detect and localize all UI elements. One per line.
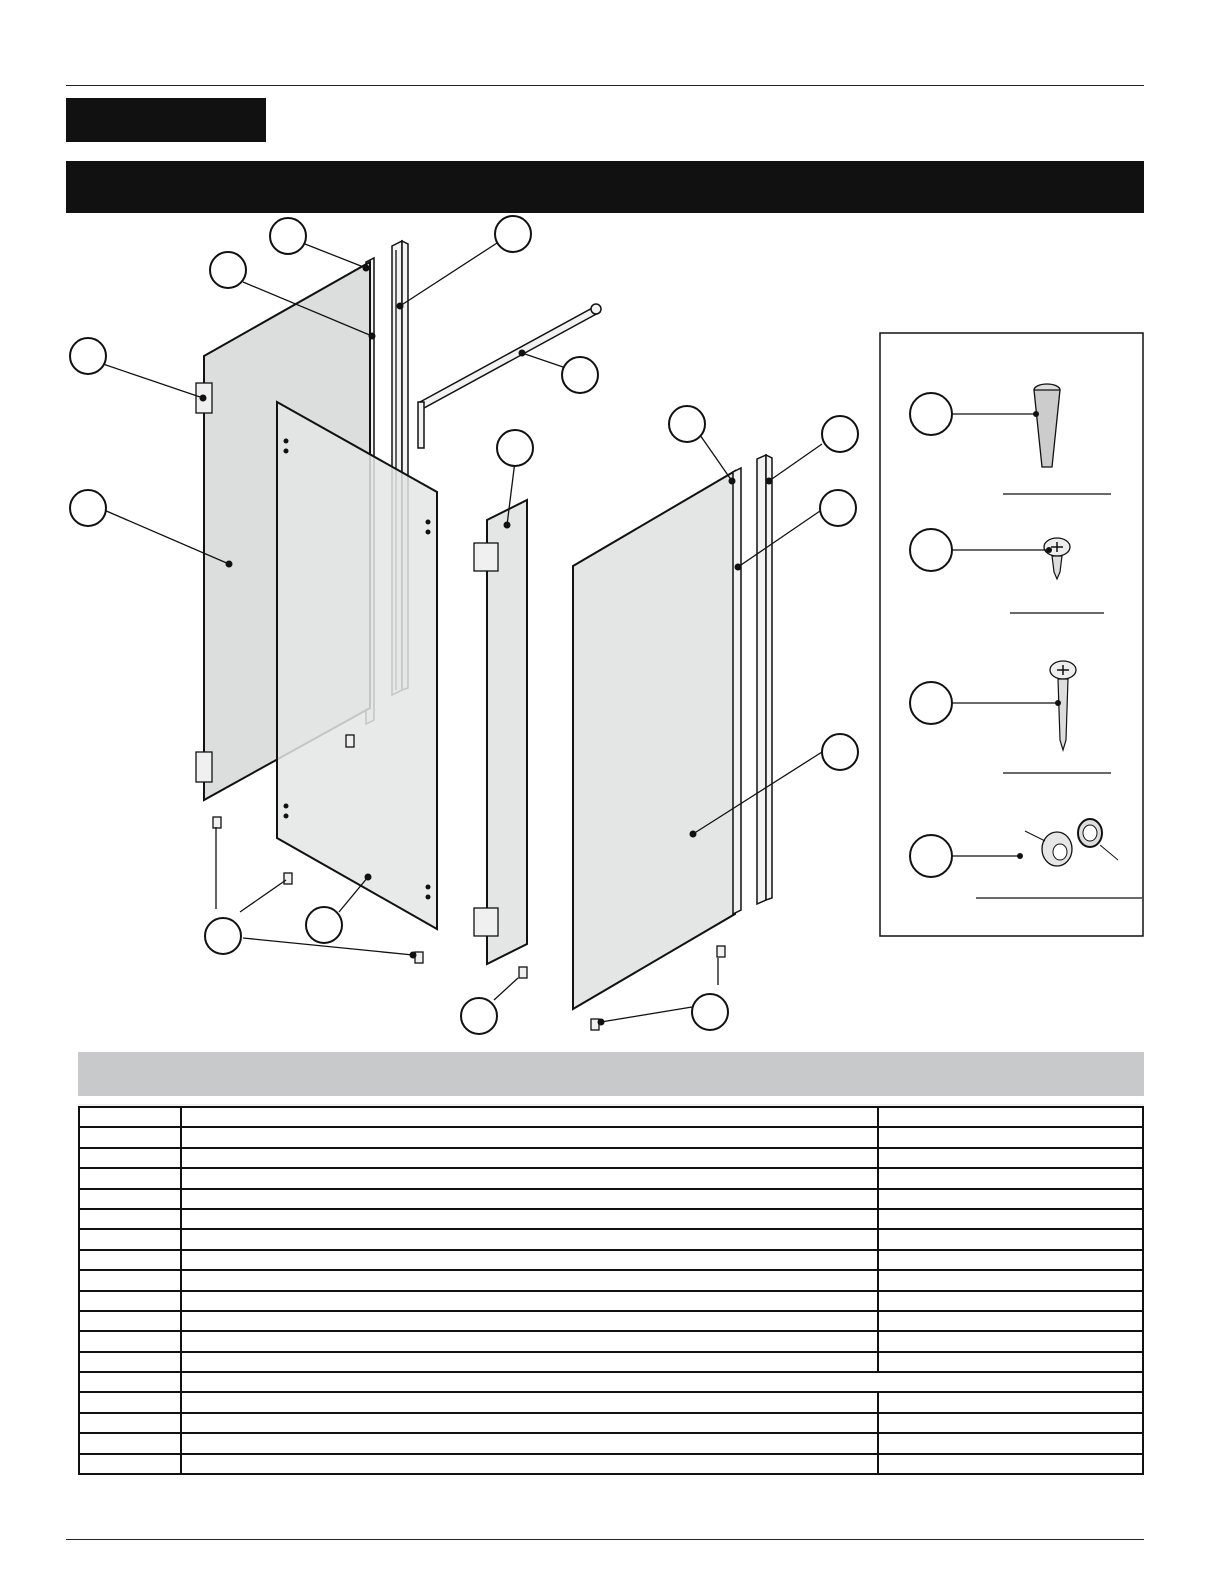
table-cell — [878, 1250, 1143, 1270]
table-cell — [79, 1331, 181, 1351]
table-cell — [878, 1331, 1143, 1351]
callout-bubble — [495, 216, 531, 252]
table-cell — [878, 1291, 1143, 1311]
table-cell — [878, 1413, 1143, 1433]
table-cell — [79, 1291, 181, 1311]
table-cell — [181, 1250, 878, 1270]
table-cell — [79, 1413, 181, 1433]
table-cell — [79, 1107, 181, 1127]
table-cell — [181, 1148, 878, 1168]
table-cell — [878, 1107, 1143, 1127]
table-header-band — [78, 1052, 1144, 1096]
table-row — [79, 1209, 1143, 1229]
table-row — [79, 1127, 1143, 1147]
seal-strip-right — [733, 468, 741, 914]
table-cell — [79, 1148, 181, 1168]
table-row — [79, 1148, 1143, 1168]
table-row — [79, 1291, 1143, 1311]
callout-bubble — [306, 907, 342, 943]
callout-bubble — [822, 734, 858, 770]
table-cell — [79, 1168, 181, 1188]
table-cell — [79, 1352, 181, 1372]
callout-bubble — [461, 998, 497, 1034]
table-row — [79, 1229, 1143, 1249]
table-cell — [181, 1127, 878, 1147]
table-row — [79, 1250, 1143, 1270]
table-row — [79, 1454, 1143, 1474]
table-row — [79, 1107, 1143, 1127]
table-cell — [878, 1148, 1143, 1168]
table-cell — [79, 1189, 181, 1209]
table-cell — [79, 1250, 181, 1270]
table-cell — [878, 1209, 1143, 1229]
table-cell — [181, 1168, 878, 1188]
fixed-glass-panel-right — [573, 471, 735, 1009]
table-cell — [181, 1352, 878, 1372]
strip-clamp-bottom — [474, 908, 498, 936]
table-row — [79, 1311, 1143, 1331]
hardware-inset-panel — [880, 333, 1143, 936]
table-row — [79, 1413, 1143, 1433]
parts-table-body — [78, 1106, 1144, 1475]
table-cell — [181, 1189, 878, 1209]
wall-channel-right — [757, 455, 772, 904]
callout-bubble — [820, 490, 856, 526]
callout-bubble — [562, 357, 598, 393]
table-cell — [181, 1270, 878, 1290]
callout-bubble — [270, 218, 306, 254]
callout-bubble — [822, 416, 858, 452]
table-cell — [181, 1291, 878, 1311]
table-cell — [79, 1209, 181, 1229]
bottom-rule — [66, 1539, 1144, 1540]
table-cell — [181, 1229, 878, 1249]
table-cell — [878, 1229, 1143, 1249]
door-handle-clip — [346, 735, 354, 747]
table-cell — [79, 1270, 181, 1290]
callout-bubble — [669, 406, 705, 442]
table-cell — [878, 1433, 1143, 1453]
table-cell — [878, 1392, 1143, 1412]
callout-bubble — [70, 338, 106, 374]
callout-bubble — [692, 994, 728, 1030]
door-glass-panel — [277, 402, 437, 929]
table-cell — [181, 1433, 878, 1453]
hinge-bottom — [196, 752, 212, 782]
table-row — [79, 1270, 1143, 1290]
callout-bubble — [497, 430, 533, 466]
table-cell — [181, 1209, 878, 1229]
table-cell — [878, 1352, 1143, 1372]
table-row — [79, 1168, 1143, 1188]
table-row — [79, 1352, 1143, 1372]
callout-bubble — [205, 918, 241, 954]
table-cell — [878, 1189, 1143, 1209]
table-cell — [181, 1331, 878, 1351]
table-row — [79, 1392, 1143, 1412]
callout-bubble — [70, 490, 106, 526]
table-cell — [878, 1127, 1143, 1147]
strip-clamp-top — [474, 543, 498, 571]
table-cell — [878, 1454, 1143, 1474]
table-cell — [79, 1311, 181, 1331]
table-row — [79, 1189, 1143, 1209]
table-cell — [79, 1372, 181, 1392]
table-subheader — [78, 1096, 1144, 1106]
table-cell — [181, 1392, 878, 1412]
table-cell — [181, 1372, 1143, 1392]
table-cell — [181, 1311, 878, 1331]
table-cell — [181, 1413, 878, 1433]
callout-bubble — [210, 252, 246, 288]
table-cell — [181, 1454, 878, 1474]
table-cell — [878, 1270, 1143, 1290]
table-cell — [878, 1168, 1143, 1188]
parts-list-table — [78, 1052, 1144, 1475]
table-cell — [878, 1311, 1143, 1331]
table-cell — [79, 1433, 181, 1453]
table-cell — [79, 1454, 181, 1474]
table-cell — [79, 1127, 181, 1147]
table-cell — [79, 1229, 181, 1249]
table-row — [79, 1331, 1143, 1351]
table-cell — [181, 1107, 878, 1127]
table-row — [79, 1433, 1143, 1453]
table-section-row — [79, 1372, 1143, 1392]
table-cell — [79, 1392, 181, 1412]
